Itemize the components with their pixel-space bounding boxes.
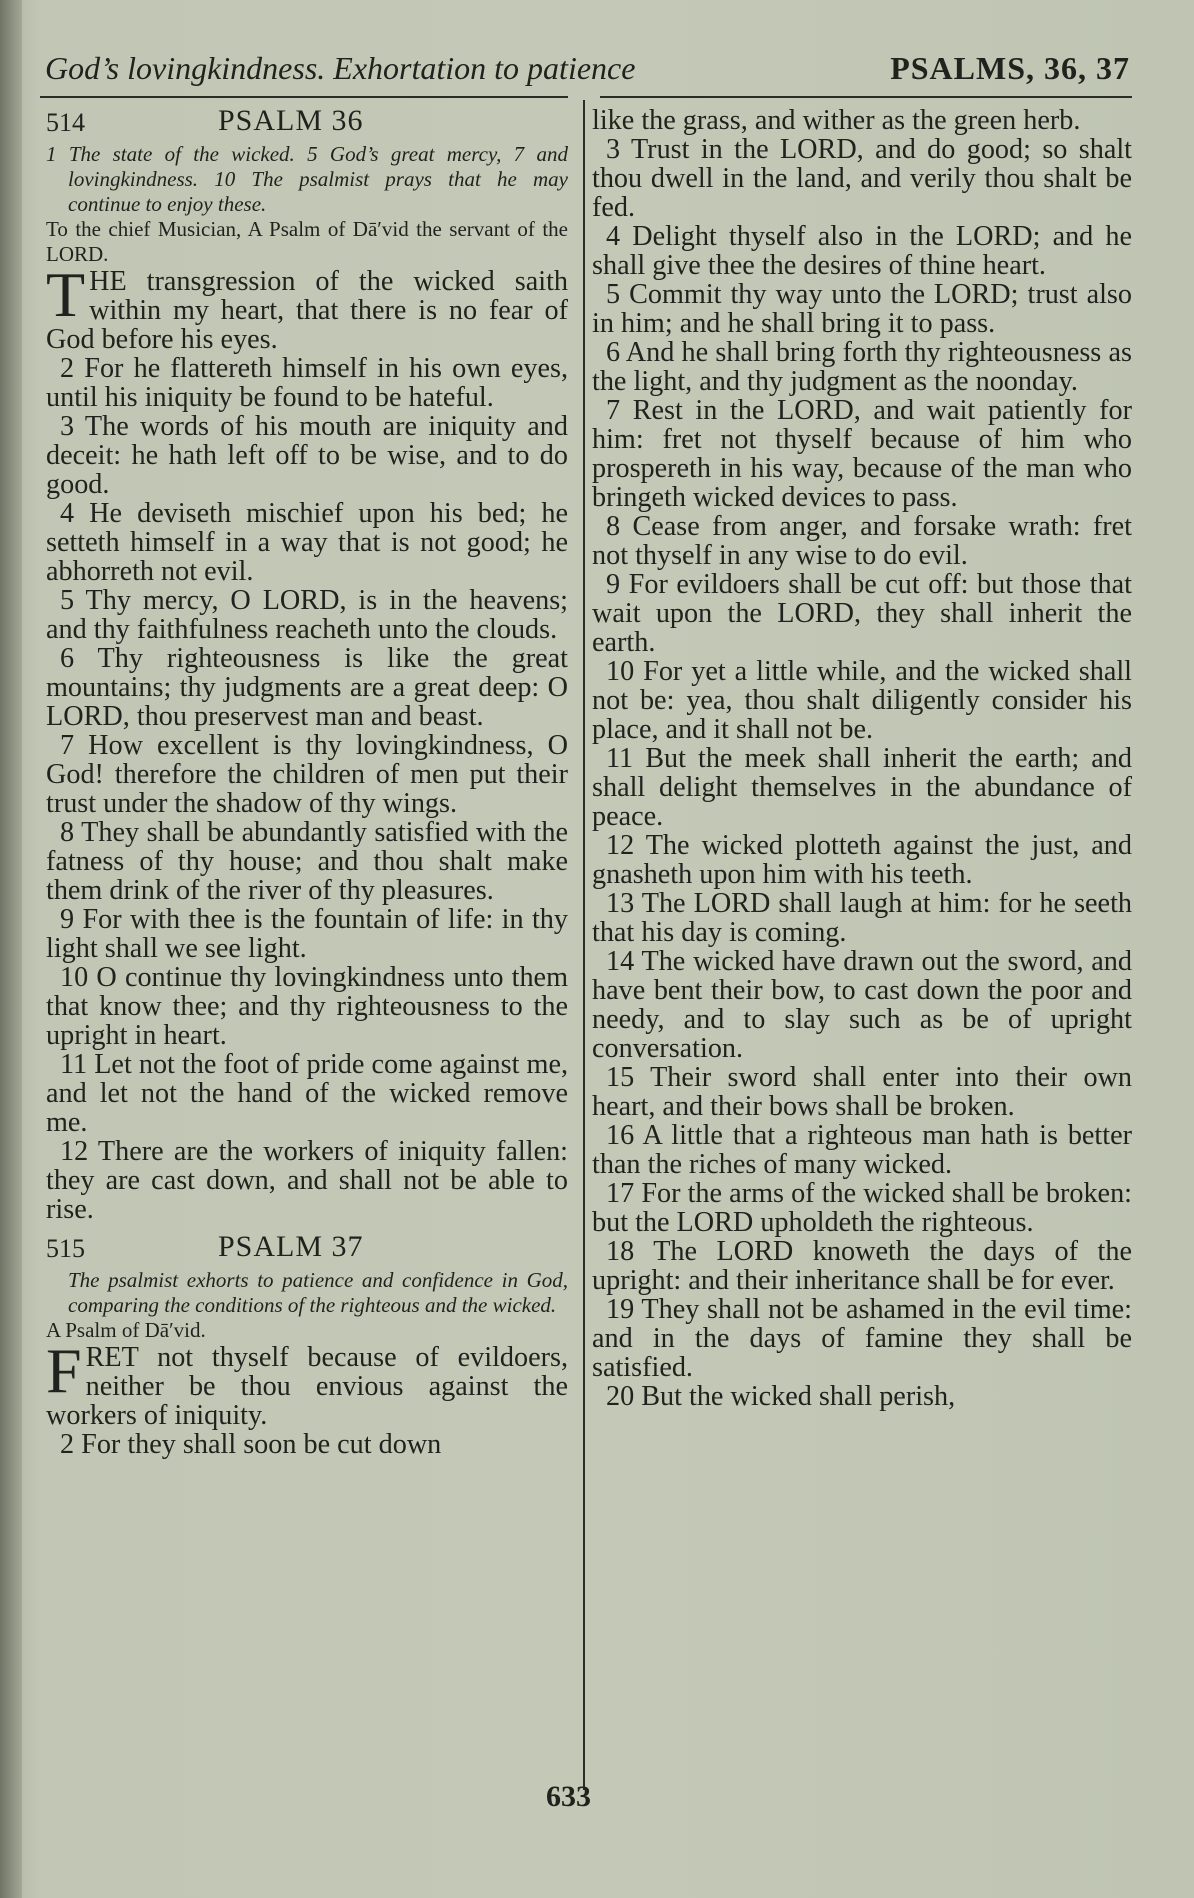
psalm-36-verse-12: 12 There are the workers of iniquity fallen: they are cast down, and shall not be able to rise. xyxy=(46,1136,568,1225)
psalm-36-verse-6: 6 Thy righteousness is like the great mountains; thy judgments are a great deep: O LORD, thou preservest man and beast. xyxy=(46,643,568,732)
psalm-37-verse-12: 12 The wicked plotteth against the just, and gnasheth upon him with his teeth. xyxy=(592,830,1132,890)
dropcap-f: F xyxy=(46,1335,82,1406)
psalm-37-superscription: A Psalm of Dā′vid. xyxy=(46,1318,206,1342)
psalm-36-superscription: To the chief Musician, A Psalm of Dā′vid the servant of the LORD. xyxy=(46,217,568,266)
running-header xyxy=(40,50,1130,100)
psalm-36-verse-10: 10 O continue thy lovingkindness unto them that know thee; and thy righteousness to the upright in heart. xyxy=(46,962,568,1051)
psalm-36-verse-4: 4 He deviseth mischief upon his bed; he setteth himself in a way that is not good; he abhorreth not evil. xyxy=(46,498,568,587)
psalm-37-verse-2-end: like the grass, and wither as the green herb. xyxy=(592,105,1081,136)
psalm-37-verse-16: 16 A little that a righteous man hath is better than the riches of many wicked. xyxy=(592,1120,1132,1180)
psalm-37-verse-20: 20 But the wicked shall perish, xyxy=(606,1381,956,1412)
psalm-36-summary: 1 The state of the wicked. 5 God’s great mercy, 7 and lovingkindness. 10 The psalmist prays that he may continue to enjoy these. xyxy=(46,142,568,216)
column-divider xyxy=(583,100,585,1790)
psalm-37-verse-9: 9 For evildoers shall be cut off: but those that wait upon the LORD, they shall inherit the earth. xyxy=(592,569,1132,658)
psalm-37-verse-7: 7 Rest in the LORD, and wait patiently for him: fret not thyself because of him who prospereth in his way, because of the man who bringeth wicked devices to pass. xyxy=(592,395,1132,513)
psalm-36-verse-2: 2 For he flattereth himself in his own eyes, until his iniquity be found to be hateful. xyxy=(46,353,568,413)
psalm-36-verse-3: 3 The words of his mouth are iniquity and deceit: he hath left off to be wise, and to do good. xyxy=(46,411,568,500)
page-number: 633 xyxy=(546,1780,591,1813)
psalm-36-heading xyxy=(46,106,568,142)
left-column xyxy=(46,106,568,1459)
psalm-36-verse-8: 8 They shall be abundantly satisfied with the fatness of thy house; and thou shalt make them drink of the river of thy pleasures. xyxy=(46,817,568,906)
psalm-37-verse-5: 5 Commit thy way unto the LORD; trust also in him; and he shall bring it to pass. xyxy=(592,279,1132,339)
header-topic: God’s lovingkindness. Exhortation to patience xyxy=(45,50,636,86)
header-rule-right xyxy=(600,96,1132,98)
psalm-37-verse-17: 17 For the arms of the wicked shall be broken: but the LORD upholdeth the righteous. xyxy=(592,1178,1132,1238)
psalm-37-number: 515 xyxy=(46,1234,85,1263)
psalm-37-verse-4: 4 Delight thyself also in the LORD; and he shall give thee the desires of thine heart. xyxy=(592,221,1132,281)
psalm-37-verse-11: 11 But the meek shall inherit the earth; and shall delight themselves in the abundance of peace. xyxy=(592,743,1132,832)
psalm-36-verse-5: 5 Thy mercy, O LORD, is in the heavens; and thy faithfulness reacheth unto the clouds. xyxy=(46,585,568,645)
psalm-37-verse-10: 10 For yet a little while, and the wicked shall not be: yea, thou shalt diligently consider his place, and it shall not be. xyxy=(592,656,1132,745)
psalm-37-verse-15: 15 Their sword shall enter into their own heart, and their bows shall be broken. xyxy=(592,1062,1132,1122)
header-book-chapters: PSALMS, 36, 37 xyxy=(890,50,1130,86)
psalm-37-verse-2-start: 2 For they shall soon be cut down xyxy=(60,1429,442,1460)
psalm-36-number: 514 xyxy=(46,108,85,137)
psalm-37-title: PSALM 37 xyxy=(218,1230,364,1263)
psalm-37-verse-18: 18 The LORD knoweth the days of the upright: and their inheritance shall be for ever. xyxy=(592,1236,1132,1296)
psalm-37-summary: The psalmist exhorts to patience and confidence in God, comparing the conditions of the righteous and the wicked. xyxy=(68,1268,568,1317)
verse-text: HE transgression of the wicked saith within my heart, that there is no fear of God before his eyes. xyxy=(46,266,568,355)
psalm-36-verse-7: 7 How excellent is thy lovingkindness, O God! therefore the children of men put their trust under the shadow of thy wings. xyxy=(46,730,568,819)
psalm-36-verse-11: 11 Let not the foot of pride come against me, and let not the hand of the wicked remove me. xyxy=(46,1049,568,1138)
psalm-37-verse-6: 6 And he shall bring forth thy righteousness as the light, and thy judgment as the noonday. xyxy=(592,337,1132,397)
psalm-36-verse-9: 9 For with thee is the fountain of life: in thy light shall we see light. xyxy=(46,904,568,964)
psalm-37-heading xyxy=(46,1232,568,1268)
psalm-36-title: PSALM 36 xyxy=(218,104,364,137)
psalm-37-verse-8: 8 Cease from anger, and forsake wrath: fret not thyself in any wise to do evil. xyxy=(592,511,1132,571)
right-column xyxy=(592,106,1132,1411)
psalm-37-verse-19: 19 They shall not be ashamed in the evil time: and in the days of famine they shall be satisfied. xyxy=(592,1294,1132,1383)
psalm-37-verse-14: 14 The wicked have drawn out the sword, and have bent their bow, to cast down the poor and needy, and to slay such as be of upright conversation. xyxy=(592,946,1132,1064)
psalm-37-verse-13: 13 The LORD shall laugh at him: for he seeth that his day is coming. xyxy=(592,888,1132,948)
binding-shadow xyxy=(0,0,22,1898)
psalm-37-verse-1 xyxy=(46,1335,568,1431)
verse-text: RET not thyself because of evildoers, neither be thou envious against the workers of iniquity. xyxy=(46,1342,568,1431)
psalm-36-verse-1 xyxy=(46,259,568,355)
psalm-37-verse-3: 3 Trust in the LORD, and do good; so shalt thou dwell in the land, and verily thou shalt be fed. xyxy=(592,134,1132,223)
header-rule-left xyxy=(40,96,568,98)
dropcap-t: T xyxy=(46,259,86,330)
